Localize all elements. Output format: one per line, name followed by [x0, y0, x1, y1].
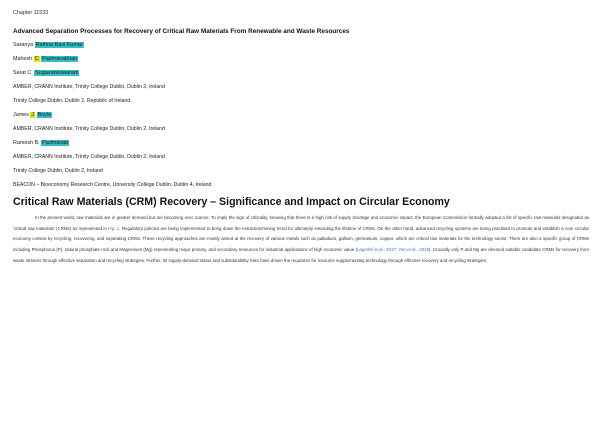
author-initial-highlight: J	[31, 112, 35, 118]
author-last-name-highlight: Rathna Ravi Kumar	[35, 42, 83, 48]
figure-reference-link[interactable]: Fig. 1	[108, 225, 120, 231]
body-paragraph	[13, 213, 589, 267]
citation-link[interactable]: Lagerlöf et al., 2017; Yan et al., 2018	[356, 247, 430, 253]
author-initial-highlight: C	[34, 56, 39, 62]
chapter-label: Chapter 11533	[13, 10, 49, 16]
author-last-name-highlight: Padmanab	[42, 140, 69, 146]
affiliation-amber: AMBER, CRANN Institute, Trinity College Dublin, Dublin 2, Ireland	[13, 84, 165, 90]
affiliation-tcd: Trinity College Dublin, Dublin 2, Ireland	[13, 168, 103, 174]
author-first-name: James	[13, 112, 29, 118]
author-4	[13, 112, 589, 119]
paper-title: Advanced Separation Processes for Recovery of Critical Raw Materials From Renewable and Waste Resources	[13, 28, 350, 35]
author-1	[13, 42, 589, 49]
author-first-name: Saranya	[13, 42, 34, 48]
affiliation-tcd: Trinity College Dublin, Dublin 2, Republic of Ireland	[13, 98, 131, 104]
author-first-name: Ramesh B.	[13, 140, 40, 146]
author-5	[13, 140, 589, 147]
author-3	[13, 70, 589, 77]
author-last-name-highlight: Padmanabhan	[42, 56, 78, 62]
paragraph-text: ). Crucially only P and Mg are deemed suitable candidate CRMs for recovery from waste streams through effective separation and recycling strategies. Further, its supply-demand status and substitutability risks have driven the requisites for resource supplementing technology through effective recovery and recycling strategies.	[13, 247, 589, 263]
paragraph-text: In the present world, raw materials are in greater demand but are becoming ever scarcer. To imply the sign of criticality, knowing that there is a high risk of supply shortage and economic impact, the European Commission formally adopted a list of specific raw materials designated as 'critical raw materials' (CRMs) as represented in	[13, 215, 589, 231]
author-last-name-highlight: Sugavaneswaram	[35, 70, 79, 76]
author-2	[13, 56, 589, 63]
affiliation-beacon: BEACON – Bioeconomy Research Centre, University College Dublin, Dublin 4, Ireland	[13, 182, 212, 188]
affiliation-amber: AMBER, CRANN Institute, Trinity College Dublin, Dublin 2, Ireland	[13, 126, 165, 132]
author-first-name: Mahesh	[13, 56, 33, 62]
author-last-name-highlight: Boyle	[37, 112, 52, 118]
author-first-name: Sarat C.	[13, 70, 33, 76]
affiliation-amber: AMBER, CRANN Institute, Trinity College Dublin, Dublin 2, Ireland	[13, 154, 165, 160]
section-heading: Critical Raw Materials (CRM) Recovery – Significance and Impact on Circular Economy	[13, 196, 450, 208]
paper-page	[13, 10, 589, 267]
paragraph-text: . Regulatory policies are being implemented to bring down the extraction/mining trend for ultimately extending the lifetime of CRMs. On the other hand, advanced recycling systems are being practised to promote and establish a core circular economy context by recycling, recovering, and separating CRMs. These recycling approaches are mostly aimed at the recovery of various metals such as palladium, gallium, germanium, copper, which are critical raw materials for the technology sector. There are also a specific group of CRMs including Phosphorus (P), natural phosphate rock and Magnesium (Mg) representing major primary, and secondary resources for industrial applications of high economic value (	[13, 225, 589, 253]
